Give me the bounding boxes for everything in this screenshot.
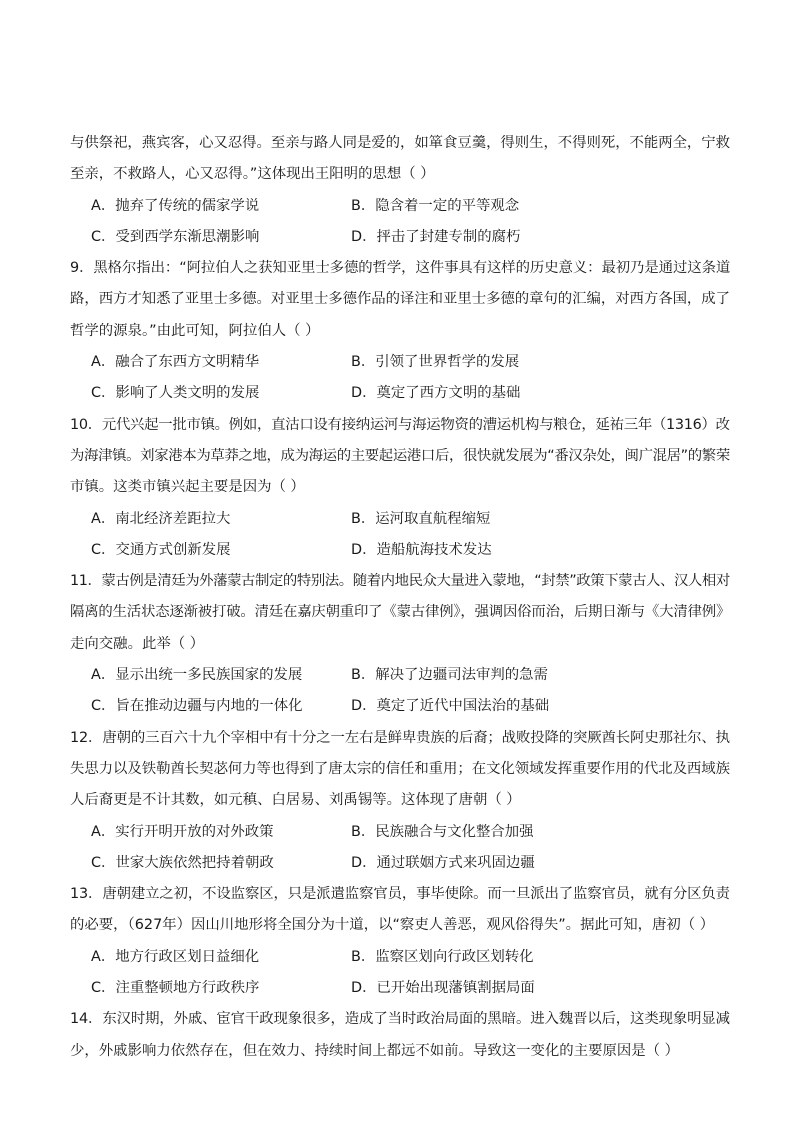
q10-options-row xyxy=(70,535,730,566)
q11-option-c: C．旨在推动边疆与内地的一体化 xyxy=(91,698,303,715)
q13-option-c: C．注重整顿地方行政秩序 xyxy=(91,980,260,997)
q8-options-row xyxy=(70,191,730,222)
question-content xyxy=(70,128,730,1067)
q10-options-row xyxy=(70,504,730,535)
q13-option-b: B．监察区划向行政区划转化 xyxy=(351,948,534,965)
q10-option-b: B．运河取直航程缩短 xyxy=(351,510,491,527)
q11-option-d: D．奠定了近代中国法治的基础 xyxy=(351,698,550,715)
q10-option-d: D．造船航海技术发达 xyxy=(351,541,492,558)
q9-option-a: A．融合了东西方文明精华 xyxy=(91,354,260,371)
q12-options-row xyxy=(70,817,730,848)
q12-stem-line: 12．唐朝的三百六十九个宰相中有十分之一左右是鲜卑贵族的后裔；战败投降的突厥酋长阿史那社尔、执 xyxy=(70,729,730,746)
q13-option-a: A．地方行政区划日益细化 xyxy=(91,948,260,965)
q9-option-b: B．引领了世界哲学的发展 xyxy=(351,354,520,371)
q11-options-row xyxy=(70,691,730,722)
q8-option-a: A．抛弃了传统的儒家学说 xyxy=(91,197,260,214)
q11-option-b: B．解决了边疆司法审判的急需 xyxy=(351,667,548,684)
q12-stem-line: 人后裔更是不计其数，如元稹、白居易、刘禹锡等。这体现了唐朝（ ） xyxy=(70,792,521,809)
q9-option-c: C．影响了人类文明的发展 xyxy=(91,385,260,402)
q13-stem-line: 13．唐朝建立之初，不设监察区，只是派遣监察官员，事毕使除。而一旦派出了监察官员，就有分区负责 xyxy=(70,886,730,903)
q11-options-row xyxy=(70,660,730,691)
q9-stem-line: 9．黑格尔指出：“阿拉伯人之获知亚里士多德的哲学，这件事具有这样的历史意义：最初乃是通过这条道 xyxy=(70,260,731,277)
q13-option-d: D．已开始出现藩镇割据局面 xyxy=(351,980,535,997)
q13-options-row xyxy=(70,942,730,973)
q11-stem-line: 隔离的生活状态逐渐被打破。清廷在嘉庆朝重印了《蒙古律例》，强调因俗而治，后期日渐与《大清律例》 xyxy=(70,604,731,621)
q8-option-c: C．受到西学东渐思潮影响 xyxy=(91,228,260,245)
q9-stem-line: 路，西方才知悉了亚里士多德。对亚里士多德作品的译注和亚里士多德的章句的汇编，对西方各国，成了 xyxy=(70,291,730,308)
q11-stem-line: 走向交融。此举（ ） xyxy=(70,635,205,652)
q9-stem-line: 哲学的源泉。”由此可知，阿拉伯人（ ） xyxy=(70,322,320,339)
q9-option-d: D．奠定了西方文明的基础 xyxy=(351,385,521,402)
q8-options-row xyxy=(70,222,730,253)
q8-stem-line: 至亲，不救路人，心又忍得。”这体现出王阳明的思想（ ） xyxy=(70,166,435,183)
q8-option-d: D．抨击了封建专制的腐朽 xyxy=(351,228,521,245)
q10-stem-line: 市镇。这类市镇兴起主要是因为（ ） xyxy=(70,479,305,496)
q13-options-row xyxy=(70,973,730,1004)
q10-option-a: A．南北经济差距拉大 xyxy=(91,510,231,527)
q10-option-c: C．交通方式创新发展 xyxy=(91,541,231,558)
q13-stem-line: 的必要，（627年）因山川地形将全国分为十道，以“察吏人善恶，观风俗得失”。据此可知，唐初（ ） xyxy=(70,917,715,934)
q12-option-c: C．世家大族依然把持着朝政 xyxy=(91,854,274,871)
q11-option-a: A．显示出统一多民族国家的发展 xyxy=(91,667,303,684)
q9-options-row xyxy=(70,378,730,409)
q11-stem-line: 11．蒙古例是清廷为外藩蒙古制定的特别法。随着内地民众大量进入蒙地，“封禁”政策下蒙古人、汉人相对 xyxy=(70,573,730,590)
q12-option-d: D．通过联姻方式来巩固边疆 xyxy=(351,854,535,871)
q12-option-a: A．实行开明开放的对外政策 xyxy=(91,823,274,840)
q9-options-row xyxy=(70,347,730,378)
q12-option-b: B．民族融合与文化整合加强 xyxy=(351,823,534,840)
q14-stem-line: 少，外戚影响力依然存在，但在效力、持续时间上都远不如前。导致这一变化的主要原因是（ ） xyxy=(70,1042,679,1059)
q14-stem-line: 14．东汉时期，外戚、宦官干政现象很多，造成了当时政治局面的黑暗。进入魏晋以后，这类现象明显减 xyxy=(70,1011,730,1028)
q10-stem-line: 10．元代兴起一批市镇。例如，直沽口设有接纳运河与海运物资的漕运机构与粮仓，延祐三年（1316）改 xyxy=(70,416,730,433)
q8-option-b: B．隐含着一定的平等观念 xyxy=(351,197,520,214)
q12-stem-line: 失思力以及铁勒酋长契苾何力等也得到了唐太宗的信任和重用；在文化领域发挥重要作用的代北及西域族 xyxy=(70,760,730,777)
q12-options-row xyxy=(70,848,730,879)
q10-stem-line: 为海津镇。刘家港本为草莽之地，成为海运的主要起运港口后，很快就发展为“番汉杂处，闽广混居”的繁荣 xyxy=(70,447,730,464)
q8-stem-line: 与供祭祀，燕宾客，心又忍得。至亲与路人同是爱的，如箪食豆羹，得则生，不得则死，不能两全，宁救 xyxy=(70,135,730,151)
